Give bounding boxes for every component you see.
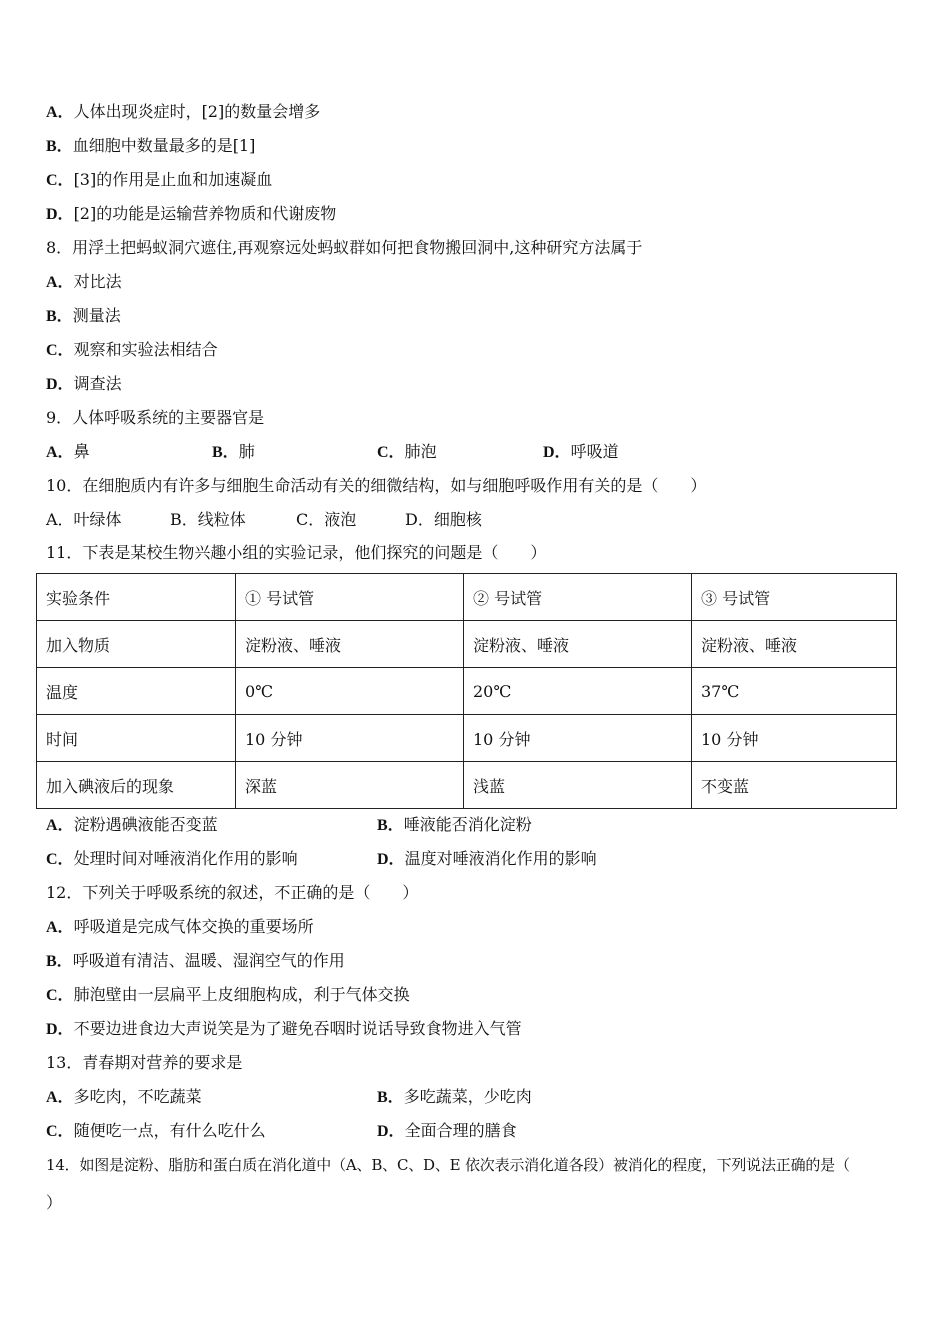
q8-option-d bbox=[46, 374, 122, 395]
option-letter: D． bbox=[377, 1123, 405, 1140]
option-letter: A． bbox=[46, 1089, 74, 1106]
option-text: 肺泡壁由一层扁平上皮细胞构成，利于气体交换 bbox=[73, 985, 410, 1004]
table-row bbox=[37, 574, 897, 621]
q14-stem: 14．如图是淀粉、脂肪和蛋白质在消化道中（A、B、C、D、E 依次表示消化道各段）被消化的程度，下列说法正确的是（ bbox=[46, 1156, 850, 1174]
table-cell: 10 分钟 bbox=[236, 715, 464, 762]
option-letter: C． bbox=[46, 987, 74, 1004]
option-text: 肺 bbox=[238, 442, 255, 461]
option-letter: B． bbox=[212, 444, 239, 461]
option-text: 调查法 bbox=[73, 374, 122, 393]
option-letter: A． bbox=[46, 817, 74, 834]
option-text: 鼻 bbox=[73, 442, 90, 461]
q7-option-a bbox=[46, 102, 320, 123]
option-letter: C． bbox=[46, 851, 74, 868]
table-cell: 深蓝 bbox=[236, 762, 464, 809]
q7-option-c bbox=[46, 170, 272, 191]
q9-option-a bbox=[46, 442, 90, 463]
option-text: 呼吸道 bbox=[570, 442, 619, 461]
table-cell: 加入碘液后的现象 bbox=[37, 762, 236, 809]
option-text: 多吃肉，不吃蔬菜 bbox=[73, 1087, 202, 1106]
option-text: 血细胞中数量最多的是[1] bbox=[72, 136, 256, 155]
q12-option-c bbox=[46, 985, 410, 1006]
q13-option-c bbox=[46, 1121, 266, 1142]
q14-stem-continuation: ） bbox=[46, 1193, 63, 1212]
option-text: 呼吸道有清洁、温暖、湿润空气的作用 bbox=[72, 951, 345, 970]
table-cell: 10 分钟 bbox=[464, 715, 692, 762]
option-letter: A． bbox=[46, 444, 74, 461]
option-text: 对比法 bbox=[73, 272, 122, 291]
table-cell: 不变蓝 bbox=[692, 762, 897, 809]
option-letter: B． bbox=[46, 953, 73, 970]
q9-stem: 9．人体呼吸系统的主要器官是 bbox=[46, 408, 265, 427]
q9-option-d bbox=[543, 442, 619, 463]
q13-stem: 13．青春期对营养的要求是 bbox=[46, 1053, 243, 1072]
q8-option-b bbox=[46, 306, 121, 327]
option-letter: B． bbox=[46, 308, 73, 325]
table-cell: 实验条件 bbox=[37, 574, 236, 621]
q12-option-a bbox=[46, 917, 314, 938]
option-text: 随便吃一点，有什么吃什么 bbox=[73, 1121, 266, 1140]
option-letter: C． bbox=[46, 1123, 74, 1140]
table-cell: 时间 bbox=[37, 715, 236, 762]
option-letter: D． bbox=[543, 444, 571, 461]
table-cell: 10 分钟 bbox=[692, 715, 897, 762]
q10-option-c: C．液泡 bbox=[296, 510, 357, 529]
q11-stem: 11．下表是某校生物兴趣小组的实验记录，他们探究的问题是（ ） bbox=[46, 543, 547, 562]
table-cell: 0℃ bbox=[236, 668, 464, 715]
q8-stem: 8．用浮土把蚂蚁洞穴遮住,再观察远处蚂蚁群如何把食物搬回洞中,这种研究方法属于 bbox=[46, 238, 643, 257]
q11-option-d bbox=[377, 849, 597, 870]
table-cell: 温度 bbox=[37, 668, 236, 715]
q8-option-c bbox=[46, 340, 218, 361]
option-letter: D． bbox=[46, 376, 74, 393]
option-text: 处理时间对唾液消化作用的影响 bbox=[73, 849, 298, 868]
q13-option-a bbox=[46, 1087, 202, 1108]
table-cell: 加入物质 bbox=[37, 621, 236, 668]
option-text: 呼吸道是完成气体交换的重要场所 bbox=[73, 917, 314, 936]
table-row bbox=[37, 621, 897, 668]
option-letter: D． bbox=[46, 1021, 74, 1038]
option-text: 人体出现炎症时，[2]的数量会增多 bbox=[73, 102, 321, 121]
experiment-table bbox=[36, 573, 897, 809]
option-letter: D． bbox=[46, 206, 74, 223]
option-letter: A． bbox=[46, 104, 74, 121]
table-cell: 20℃ bbox=[464, 668, 692, 715]
option-text: 全面合理的膳食 bbox=[404, 1121, 517, 1140]
option-text: 淀粉遇碘液能否变蓝 bbox=[73, 815, 218, 834]
q11-option-c bbox=[46, 849, 298, 870]
q9-option-b bbox=[212, 442, 255, 463]
option-letter: A． bbox=[46, 274, 74, 291]
option-text: 多吃蔬菜，少吃肉 bbox=[403, 1087, 532, 1106]
q13-option-b bbox=[377, 1087, 532, 1108]
table-row bbox=[37, 715, 897, 762]
q7-option-b bbox=[46, 136, 255, 157]
option-letter: B． bbox=[377, 817, 404, 834]
q8-option-a bbox=[46, 272, 122, 293]
q12-stem: 12．下列关于呼吸系统的叙述，不正确的是（ ） bbox=[46, 883, 419, 902]
q10-stem: 10．在细胞质内有许多与细胞生命活动有关的细微结构，如与细胞呼吸作用有关的是（ ） bbox=[46, 476, 707, 495]
option-text: 不要边进食边大声说笑是为了避免吞咽时说话导致食物进入气管 bbox=[73, 1019, 522, 1038]
option-text: [3]的作用是止血和加速凝血 bbox=[73, 170, 273, 189]
q9-option-c bbox=[377, 442, 437, 463]
q10-option-b: B．线粒体 bbox=[170, 510, 246, 529]
q10-option-a: A．叶绿体 bbox=[46, 510, 122, 529]
q13-option-d bbox=[377, 1121, 517, 1142]
q10-option-d: D．细胞核 bbox=[405, 510, 482, 529]
table-cell: 37℃ bbox=[692, 668, 897, 715]
option-letter: C． bbox=[46, 172, 74, 189]
q11-option-a bbox=[46, 815, 218, 836]
table-cell: ① 号试管 bbox=[236, 574, 464, 621]
table-cell: 浅蓝 bbox=[464, 762, 692, 809]
table-row bbox=[37, 668, 897, 715]
option-letter: B． bbox=[46, 138, 73, 155]
table-cell: ② 号试管 bbox=[464, 574, 692, 621]
option-letter: C． bbox=[377, 444, 405, 461]
option-text: 肺泡 bbox=[404, 442, 437, 461]
option-letter: C． bbox=[46, 342, 74, 359]
option-text: 唾液能否消化淀粉 bbox=[403, 815, 532, 834]
option-letter: D． bbox=[377, 851, 405, 868]
option-text: 测量法 bbox=[72, 306, 121, 325]
table-cell: 淀粉液、唾液 bbox=[692, 621, 897, 668]
table-cell: ③ 号试管 bbox=[692, 574, 897, 621]
table-cell: 淀粉液、唾液 bbox=[236, 621, 464, 668]
q7-option-d bbox=[46, 204, 336, 225]
option-letter: B． bbox=[377, 1089, 404, 1106]
q11-option-b bbox=[377, 815, 532, 836]
option-letter: A． bbox=[46, 919, 74, 936]
option-text: 温度对唾液消化作用的影响 bbox=[404, 849, 597, 868]
option-text: 观察和实验法相结合 bbox=[73, 340, 218, 359]
q12-option-d bbox=[46, 1019, 522, 1040]
q12-option-b bbox=[46, 951, 345, 972]
option-text: [2]的功能是运输营养物质和代谢废物 bbox=[73, 204, 337, 223]
table-row bbox=[37, 762, 897, 809]
table-cell: 淀粉液、唾液 bbox=[464, 621, 692, 668]
